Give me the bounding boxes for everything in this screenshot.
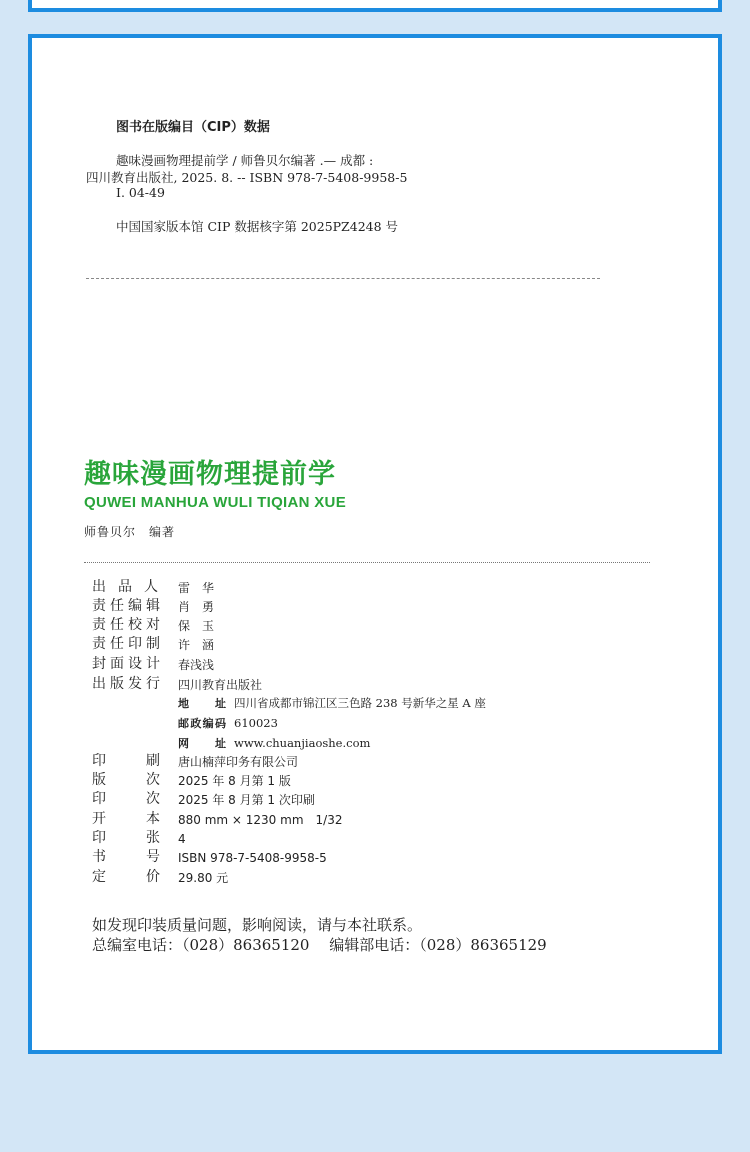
info-label-text: 张: [146, 830, 160, 846]
info-value: ISBN 978-7-5408-9958-5: [178, 851, 327, 865]
info-label-text: 价: [146, 869, 160, 885]
info-value: 2025 年 8 月第 1 版: [178, 774, 291, 788]
info-label-text: 书: [92, 849, 106, 865]
label-char: 码: [214, 717, 226, 730]
cip-line-4: 中国国家版本馆 CIP 数据核字第 2025PZ4248 号: [116, 219, 399, 234]
info-value: 2025 年 8 月第 1 次印刷: [178, 793, 315, 807]
info-value: 四川教育出版社: [178, 678, 263, 692]
label-char: 发: [128, 676, 142, 692]
label-char: 政: [190, 717, 202, 730]
info-label: [92, 655, 160, 674]
label-char: 制: [146, 636, 160, 652]
detail-label-text: 地: [178, 697, 189, 710]
cip-line-3: Ⅰ. 04-49: [116, 185, 165, 200]
label-char: 责: [92, 636, 106, 652]
label-char: 版: [110, 676, 124, 692]
label-char: 计: [146, 656, 160, 672]
dotted-divider: [84, 562, 650, 563]
label-char: 任: [110, 617, 124, 633]
label-char: 对: [146, 617, 160, 633]
info-label-text: 号: [146, 849, 160, 865]
detail-label: [178, 714, 226, 733]
info-value: 29.80 元: [178, 871, 229, 885]
info-label-text: 印: [92, 830, 106, 846]
contact-phones: 总编室电话：（028）86365120 编辑部电话：（028）86365129: [92, 936, 547, 954]
info-label-text: 印: [92, 753, 106, 769]
info-label-text: 出: [92, 579, 106, 595]
info-label-text: 开: [92, 811, 106, 827]
cip-line-1: 趣味漫画物理提前学 / 师鲁贝尔编著 .— 成都 :: [116, 153, 374, 168]
info-label-text: 次: [146, 791, 160, 807]
label-char: 封: [92, 656, 106, 672]
label-char: 设: [128, 656, 142, 672]
info-label: [92, 829, 160, 848]
book-title: 趣味漫画物理提前学: [84, 459, 336, 490]
publisher-website: www.chuanjiaoshe.com: [234, 736, 371, 750]
info-label-text: 版: [92, 772, 106, 788]
info-label: [92, 810, 160, 829]
label-char: 邮: [178, 717, 189, 730]
publisher-address: 四川省成都市锦江区三色路 238 号新华之星 A 座: [234, 696, 486, 710]
cip-heading: 图书在版编目（CIP）数据: [116, 120, 270, 135]
dashed-divider: [86, 278, 600, 279]
label-char: 编: [128, 598, 142, 614]
detail-label-text: 网: [178, 737, 189, 750]
label-char: 校: [128, 617, 142, 633]
label-char: 行: [146, 676, 160, 692]
label-char: 辑: [146, 598, 160, 614]
info-value: 许 涵: [178, 638, 215, 652]
info-label: [92, 771, 160, 790]
info-label-text: 品: [118, 579, 132, 595]
label-char: 编: [202, 717, 214, 730]
label-char: 面: [110, 656, 124, 672]
label-char: 任: [110, 598, 124, 614]
info-label-text: 印: [92, 791, 106, 807]
info-label: [92, 597, 160, 616]
publisher-postcode: 610023: [234, 716, 278, 730]
cip-line-2: 四川教育出版社, 2025. 8. -- ISBN 978-7-5408-9958-5: [86, 170, 408, 185]
info-label: [92, 848, 160, 867]
detail-label-text: 址: [215, 737, 226, 750]
info-value: 4: [178, 832, 186, 846]
info-value: 春浅浅: [178, 658, 215, 672]
label-char: 责: [92, 617, 106, 633]
label-char: 出: [92, 676, 106, 692]
detail-label: [178, 734, 226, 753]
info-label-text: 定: [92, 869, 106, 885]
detail-label-text: 址: [215, 697, 226, 710]
info-label-text: 刷: [146, 753, 160, 769]
quality-notice: 如发现印装质量问题，影响阅读，请与本社联系。: [92, 916, 423, 934]
label-char: 印: [128, 636, 142, 652]
info-label: [92, 578, 158, 597]
info-value: 880 mm × 1230 mm 1/32: [178, 813, 343, 827]
info-value: 唐山楠萍印务有限公司: [178, 755, 299, 769]
info-label: [92, 790, 160, 809]
info-value: 雷 华: [178, 581, 215, 595]
info-label-text: 人: [144, 579, 158, 595]
info-label: [92, 675, 160, 694]
info-label: [92, 616, 160, 635]
detail-label: [178, 694, 226, 713]
label-char: 任: [110, 636, 124, 652]
info-label: [92, 752, 160, 771]
info-label: [92, 868, 160, 887]
info-label-text: 次: [146, 772, 160, 788]
info-value: 保 玉: [178, 619, 215, 633]
previous-page-frame: [28, 0, 722, 12]
info-label-text: 本: [146, 811, 160, 827]
label-char: 责: [92, 598, 106, 614]
author-line: 师鲁贝尔 编著: [84, 525, 176, 539]
book-pinyin: QUWEI MANHUA WULI TIQIAN XUE: [84, 494, 346, 511]
info-label: [92, 635, 160, 654]
info-value: 肖 勇: [178, 600, 215, 614]
